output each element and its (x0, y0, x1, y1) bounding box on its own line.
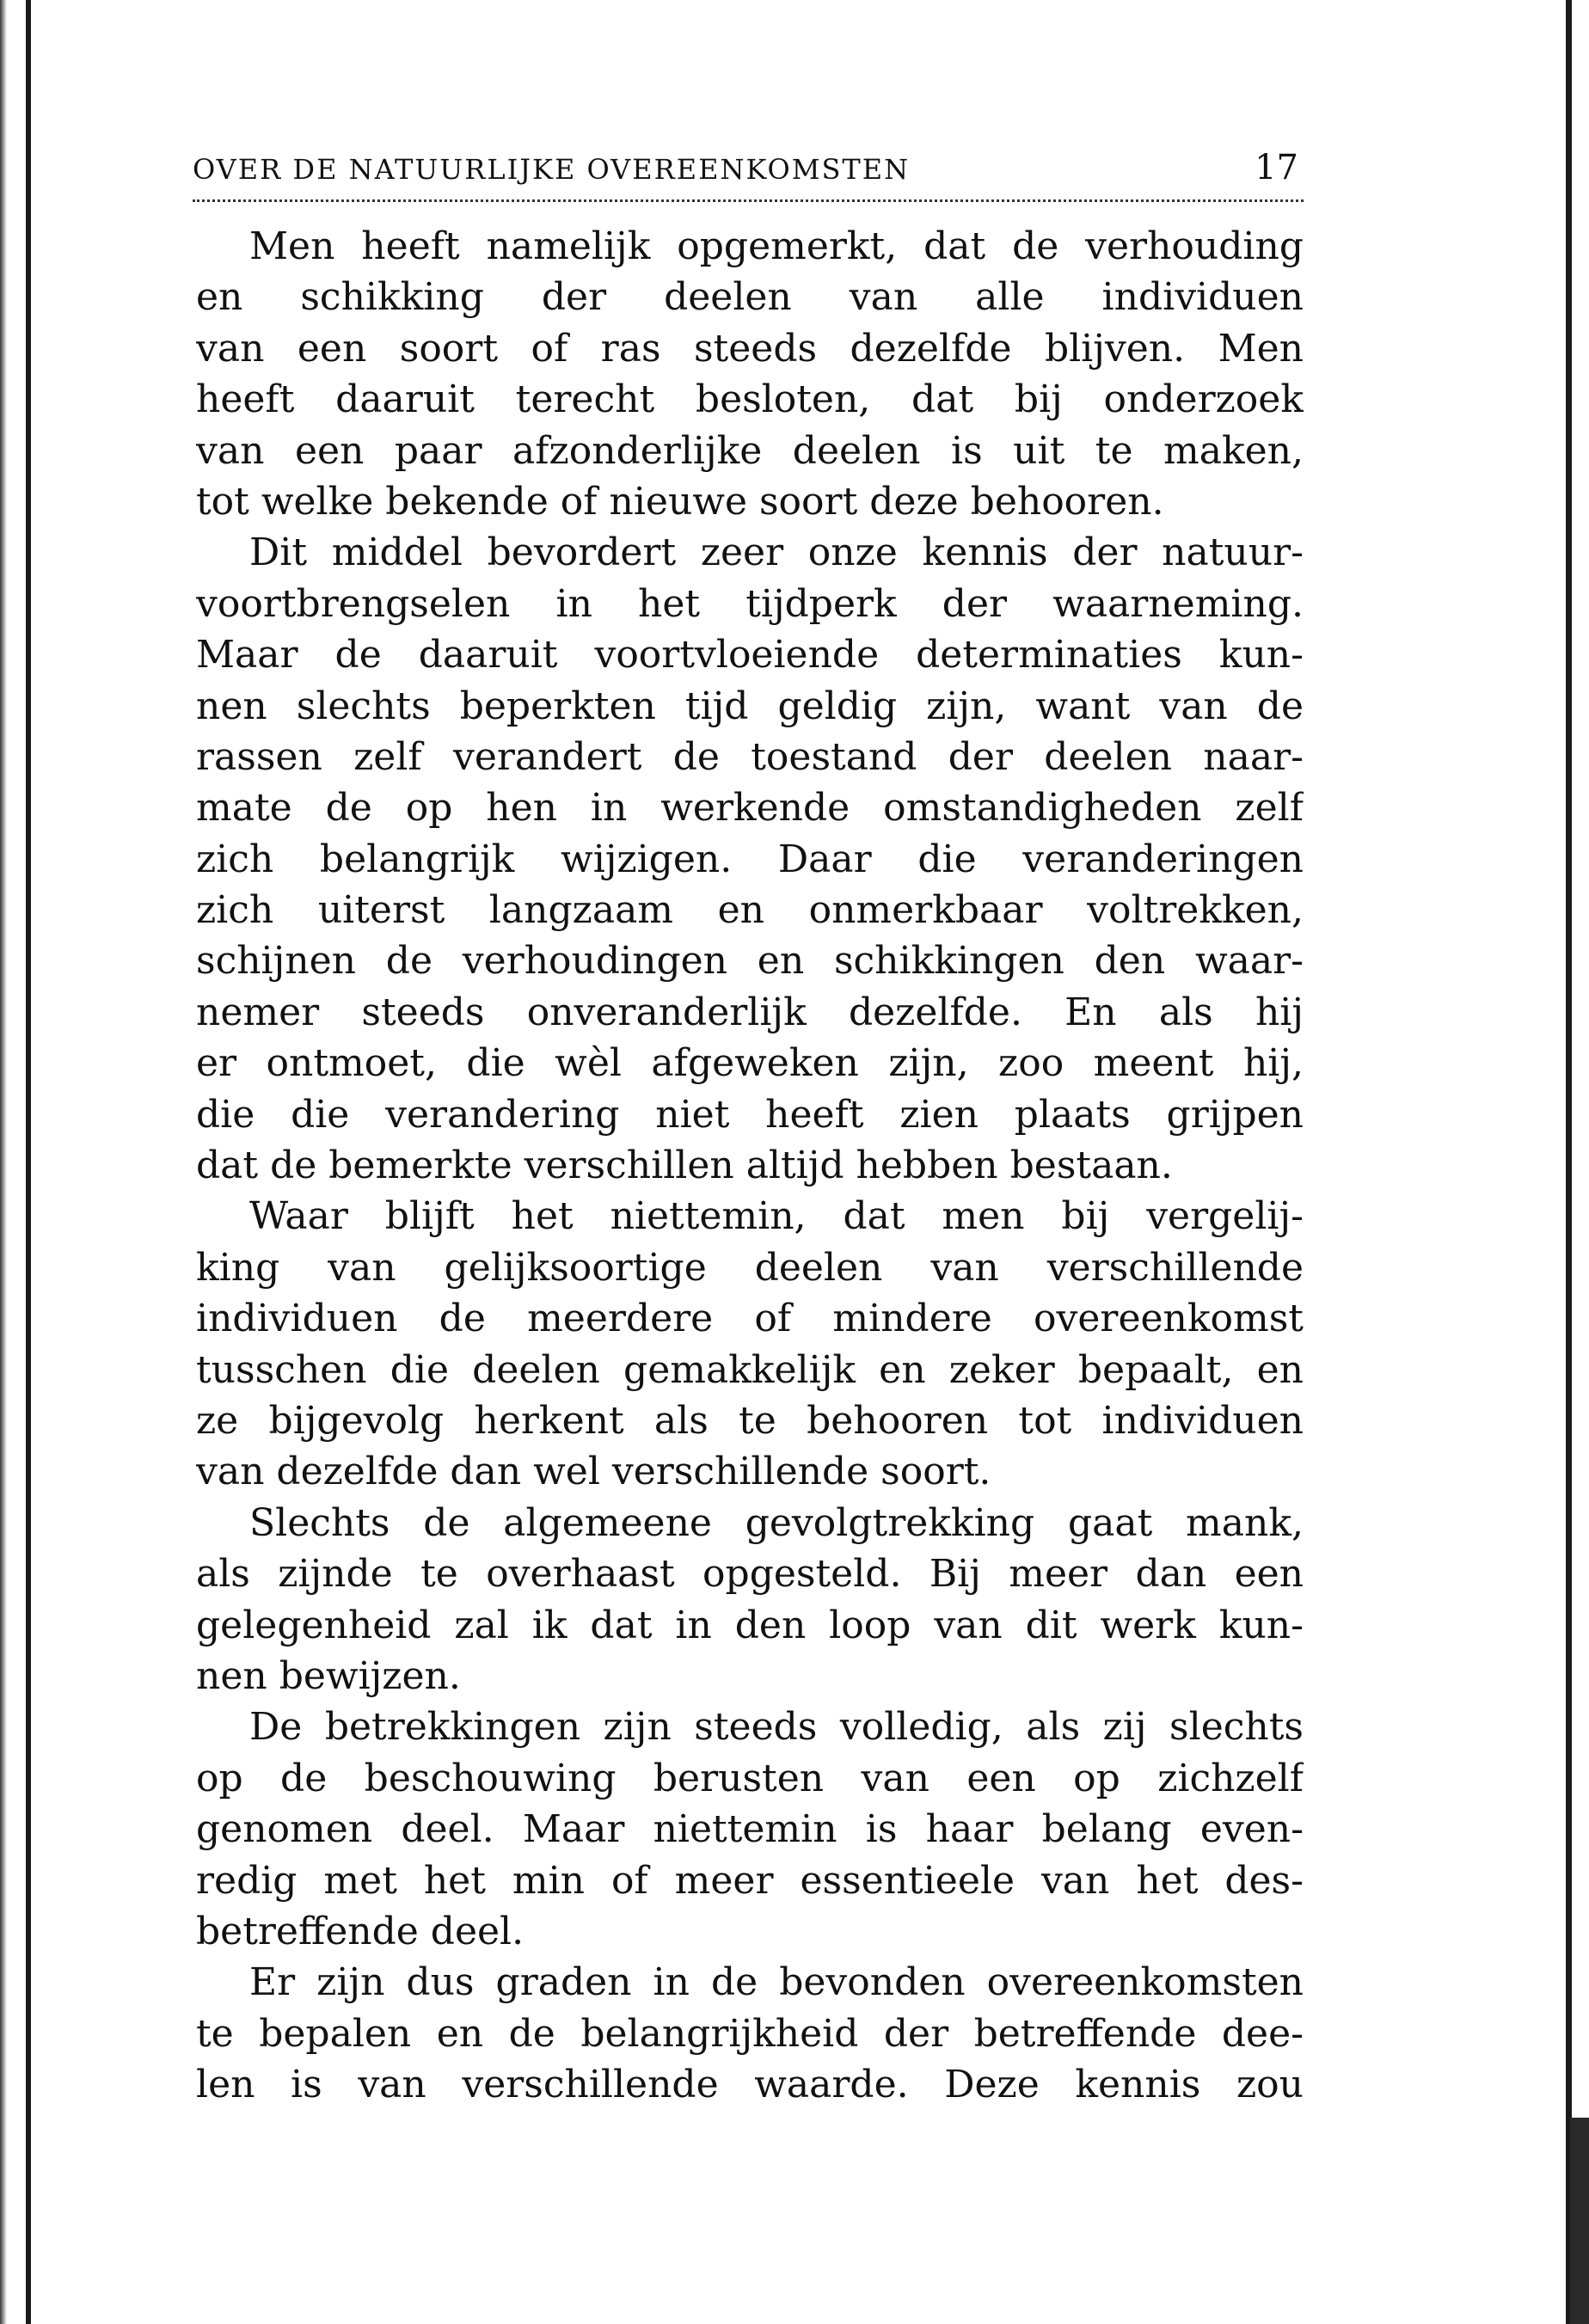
text-line: king van gelijksoortige deelen van verschillende (196, 1245, 1304, 1290)
text-line: De betrekkingen zijn steeds volledig, als zij slechts (249, 1705, 1304, 1750)
text-line: Slechts de algemeene gevolgtrekking gaat mank, (249, 1500, 1304, 1545)
text-line: nen slechts beperkten tijd geldig zijn, want van de (196, 684, 1304, 728)
text-line: als zijnde te overhaast opgesteld. Bij meer dan een (196, 1552, 1304, 1597)
text-line: gelegenheid zal ik dat in den loop van dit werk kun- (196, 1603, 1304, 1647)
text-line: ze bijgevolg herkent als te behooren tot individuen (196, 1398, 1304, 1443)
text-line: mate de op hen in werkende omstandigheden zelf (196, 786, 1304, 831)
text-line: len is van verschillende waarde. Deze kennis zou (196, 2063, 1304, 2107)
text-line: tot welke bekende of nieuwe soort deze behooren. (196, 479, 1164, 524)
page-number: 17 (1255, 148, 1298, 187)
text-line: rassen zelf verandert de toestand der deelen naar- (196, 734, 1304, 779)
text-line: Men heeft namelijk opgemerkt, dat de verhouding (249, 224, 1304, 268)
text-line: van een paar afzonderlijke deelen is uit te maken, (196, 428, 1304, 473)
text-line: individuen de meerdere of mindere overeenkomst (196, 1297, 1304, 1341)
text-line: en schikking der deelen van alle individuen (196, 275, 1304, 320)
text-line: van dezelfde dan wel verschillende soort. (196, 1450, 991, 1494)
text-line: zich uiterst langzaam en onmerkbaar voltrekken, (196, 888, 1304, 933)
running-head: OVER DE NATUURLIJKE OVEREENKOMSTEN (193, 153, 911, 186)
text-line: te bepalen en de belangrijkheid der betreffende dee- (196, 2011, 1304, 2056)
text-line: Er zijn dus graden in de bevonden overeenkomsten (249, 1960, 1304, 2005)
page-edge-left (26, 0, 31, 2324)
text-line: heeft daaruit terecht besloten, dat bij onderzoek (196, 377, 1304, 422)
text-line: redig met het min of meer essentieele van het des- (196, 1858, 1304, 1903)
header-dotted-rule (193, 199, 1304, 202)
text-line: Waar blijft het niettemin, dat men bij vergelij- (249, 1194, 1304, 1239)
text-line: nemer steeds onveranderlijk dezelfde. En als hij (196, 990, 1304, 1034)
text-line: genomen deel. Maar niettemin is haar belang even- (196, 1807, 1304, 1852)
text-line: zich belangrijk wijzigen. Daar die veranderingen (196, 837, 1304, 881)
text-line: die die verandering niet heeft zien plaats grijpen (196, 1092, 1304, 1137)
scan-shadow-left (0, 0, 7, 2324)
text-line: Maar de daaruit voortvloeiende determinaties kun- (196, 633, 1304, 678)
body-text (196, 221, 1304, 2110)
text-line: nen bewijzen. (196, 1653, 461, 1698)
text-line: voortbrengselen in het tijdperk der waarneming. (196, 581, 1304, 626)
page-header (193, 148, 1304, 191)
text-line: van een soort of ras steeds dezelfde blijven. Men (196, 326, 1304, 371)
text-line: schijnen de verhoudingen en schikkingen den waar- (196, 939, 1304, 984)
text-line: er ontmoet, die wèl afgeweken zijn, zoo meent hij, (196, 1041, 1304, 1086)
text-line: tusschen die deelen gemakkelijk en zeker bepaalt, en (196, 1347, 1304, 1392)
text-line: dat de bemerkte verschillen altijd hebben bestaan. (196, 1144, 1173, 1188)
text-line: betreffende deel. (196, 1909, 525, 1953)
page-edge-right-tail (1570, 2118, 1589, 2324)
text-line: Dit middel bevordert zeer onze kennis der natuur- (249, 530, 1304, 575)
text-line: op de beschouwing berusten van een op zichzelf (196, 1756, 1304, 1800)
page-edge-right (1566, 0, 1572, 2324)
